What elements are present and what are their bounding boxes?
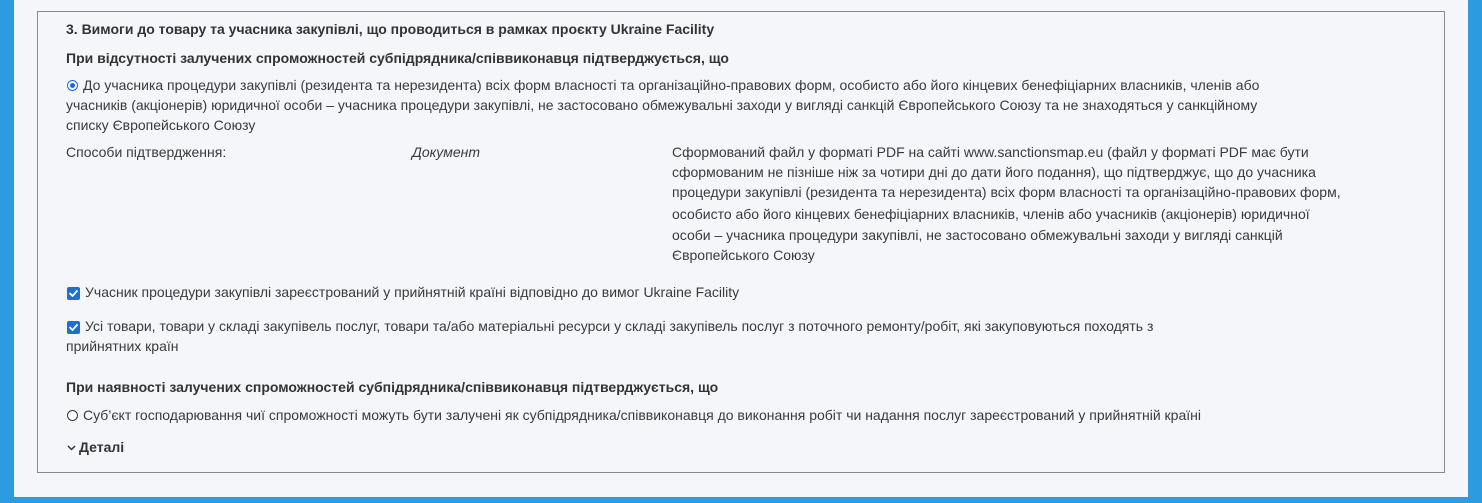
group1-radio-label-line1: До учасника процедури закупівлі (резидента та нерезидента) всіх форм власності та організаційно-правових форм, особисто або його кінцевих бенефіціарних власників, членів або: [83, 77, 1260, 93]
details-label: Деталі: [79, 439, 125, 455]
goods-origin-label-line2: прийнятних країн: [66, 338, 179, 354]
confirmation-desc-line3: процедури закупівлі (резидента та нерезидента) всіх форм власності та організаційно-правових форм,: [672, 184, 1341, 200]
group1-radio[interactable]: [67, 80, 78, 91]
confirmation-methods-label: Способи підтвердження:: [66, 144, 227, 160]
content-panel: [14, 0, 1468, 497]
goods-origin-checkbox[interactable]: [67, 321, 80, 334]
group2-radio[interactable]: [67, 410, 78, 421]
group2-radio-label: Суб’єкт господарювання чиї спроможності можуть бути залучені як субпідрядника/співвиконавця до виконання робіт чи надання послуг зареєстрований у прийнятній країні: [83, 407, 1201, 423]
eligible-country-label: Учасник процедури закупівлі зареєстрований у прийнятній країні відповідно до вимог Ukraine Facility: [85, 284, 740, 300]
confirmation-desc-line1: Сформований файл у форматі PDF на сайті www.sanctionsmap.eu (файл у форматі PDF має бути: [672, 144, 1309, 160]
confirmation-desc-line6: Європейського Союзу: [672, 247, 815, 263]
confirmation-type: Документ: [412, 144, 481, 160]
confirmation-desc-line2: сформованим не пізніше ніж за чотири дні до дати його подання), що підтверджує, що до учасника: [672, 164, 1316, 180]
confirmation-desc-line5: особи – учасника процедури закупівлі, не застосовано обмежувальні заходи у вигляді санкцій: [672, 227, 1283, 243]
chevron-down-icon: [67, 445, 76, 451]
group1-radio-label-line2: учасників (акціонерів) юридичної особи – учасника процедури закупівлі, не застосовано обмежувальні заходи у вигляді санкцій Європейського Союзу та не знаходяться у санкційному: [66, 97, 1258, 113]
requirements-section: [37, 11, 1445, 473]
checkmark-icon: [68, 288, 79, 299]
goods-origin-label-line1: Усі товари, товари у складі закупівель послуг, товари та/або матеріальні ресурси у складі закупівель послуг з поточного ремонту/робіт, які закуповуються походять з: [85, 318, 1154, 334]
section-title: 3. Вимоги до товару та учасника закупівлі, що проводиться в рамках проєкту Ukraine Facility: [66, 21, 715, 37]
checkmark-icon: [68, 322, 79, 333]
confirmation-desc-line4: особисто або його кінцевих бенефіціарних власників, членів або учасників (акціонерів) юридичної: [672, 206, 1310, 222]
group1-heading: При відсутності залучених спроможностей субпідрядника/співвиконавця підтверджується, що: [66, 50, 729, 66]
eligible-country-checkbox[interactable]: [67, 287, 80, 300]
group1-radio-label-line3: списку Європейського Союзу: [66, 117, 256, 133]
group2-heading: При наявності залучених спроможностей субпідрядника/співвиконавця підтверджується, що: [66, 379, 719, 395]
